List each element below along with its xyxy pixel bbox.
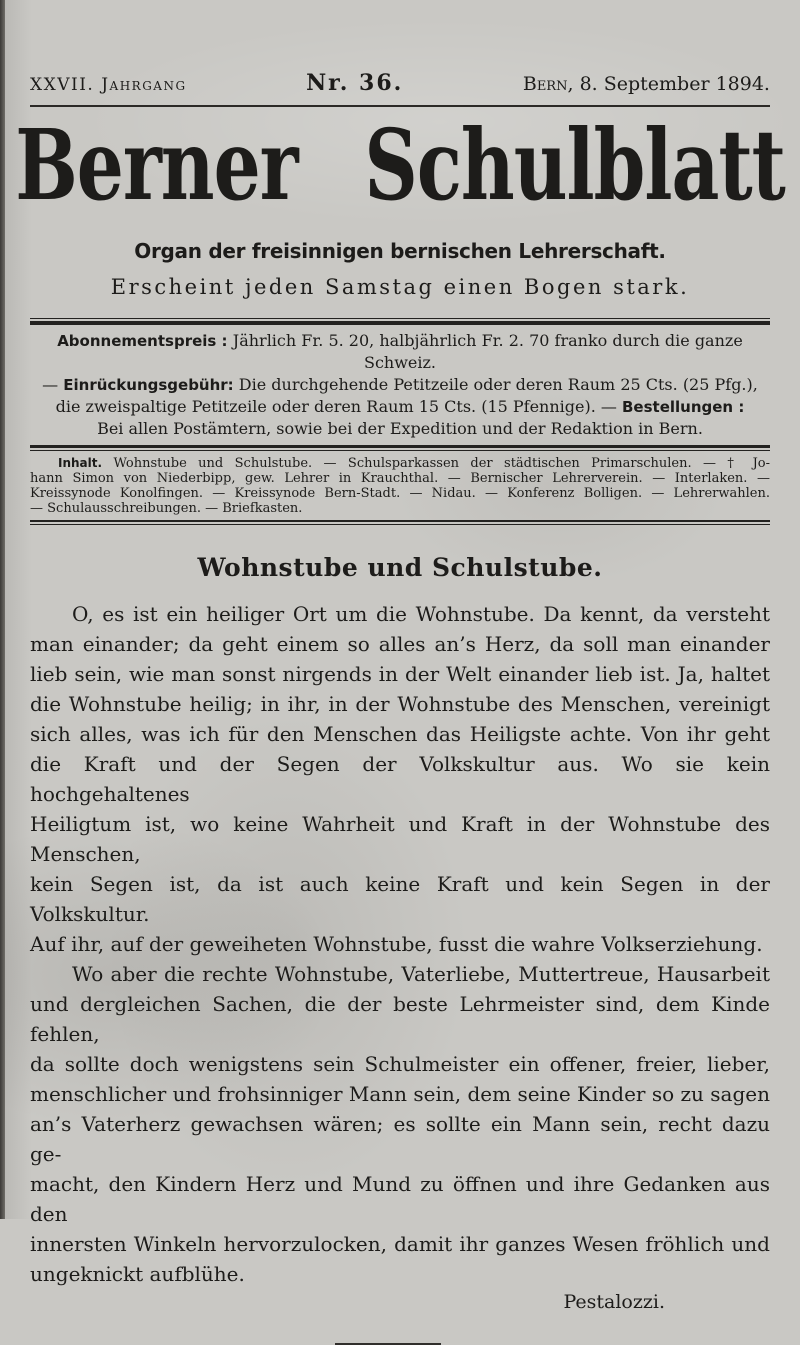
- text-line: [30, 374, 770, 396]
- newspaper-title: Berner Schulblatt: [15, 109, 785, 223]
- text-line: lieb sein, wie man sonst nirgends in der Welt einander lieb ist. Ja, haltet: [30, 662, 770, 686]
- text-line: [30, 396, 770, 418]
- text-line: [30, 418, 770, 440]
- scan-edge: [0, 0, 5, 1219]
- text-line: [30, 456, 770, 471]
- plain-text: Bei allen Postämtern, sowie bei der Expedition und der Redaktion in Bern.: [97, 419, 703, 438]
- issue-date-text: 8. September 1894.: [579, 73, 770, 95]
- emphasis-text: Abonnementspreis :: [57, 332, 233, 350]
- text-line: [30, 330, 770, 374]
- text-line: an’s Vaterherz gewachsen wären; es sollte ein Mann sein, recht dazu ge-: [30, 1112, 770, 1166]
- text-line: kein Segen ist, da ist auch keine Kraft und kein Segen in der Volkskultur.: [30, 872, 770, 926]
- emphasis-text: Einrückungsgebühr:: [63, 376, 234, 394]
- emphasis-text: Inhalt.: [58, 456, 103, 470]
- text-line: Heiligtum ist, wo keine Wahrheit und Kraft in der Wohnstube des Menschen,: [30, 812, 770, 866]
- issue-place: Bern,: [522, 73, 574, 95]
- text-line: [30, 471, 770, 486]
- plain-text: Kreissynode Konolfingen. — Kreissynode Bern-Stadt. — Nidau. — Konferenz Bolligen. — Lehrerwahlen.: [30, 486, 770, 501]
- article-signature: Pestalozzi.: [563, 1291, 665, 1313]
- emphasis-text: Bestellungen :: [622, 398, 745, 416]
- plain-text: hann Simon von Niederbipp, gew. Lehrer in Krauchthal. — Bernischer Lehrerverein. — Interlaken. —: [30, 471, 770, 486]
- text-line: sich alles, was ich für den Menschen das Heiligste achte. Von ihr geht: [30, 722, 770, 746]
- issue-header: [30, 70, 770, 96]
- plain-text: — Schulausschreibungen. — Briefkasten.: [30, 501, 303, 516]
- article-paragraph: [30, 599, 770, 959]
- text-line: da sollte doch wenigstens sein Schulmeister ein offener, freier, lieber,: [30, 1052, 770, 1076]
- article-title: Wohnstube und Schulstube.: [197, 553, 603, 582]
- plain-text: Wohnstube und Schulstube. — Schulsparkassen der städtischen Primarschulen. — † Jo-: [102, 456, 770, 471]
- text-line: und dergleichen Sachen, die der beste Lehrmeister sind, dem Kinde fehlen,: [30, 992, 770, 1046]
- text-line: die Kraft und der Segen der Volkskultur aus. Wo sie kein hochgehaltenes: [30, 752, 770, 806]
- toc-bottom-divider: [30, 520, 770, 525]
- newspaper-subtitle: Organ der freisinnigen bernischen Lehrerschaft.: [134, 239, 666, 263]
- article-body: [30, 599, 770, 1289]
- issue-number: Nr. 36.: [306, 70, 404, 96]
- imprint-bottom-divider: [30, 445, 770, 451]
- newspaper-page: [15, 0, 785, 1345]
- imprint-block: [30, 330, 770, 440]
- masthead: [15, 109, 785, 223]
- volume-label: XXVII. Jahrgang: [30, 75, 187, 95]
- publication-frequency: Erscheint jeden Samstag einen Bogen stark.: [110, 275, 690, 299]
- text-line: ungeknickt aufblühe.: [30, 1262, 245, 1286]
- text-line: man einander; da geht einem so alles an’s Herz, da soll man einander: [30, 632, 770, 656]
- text-line: O, es ist ein heiliger Ort um die Wohnstube. Da kennt, da versteht: [72, 602, 770, 626]
- text-line: menschlicher und frohsinniger Mann sein, dem seine Kinder so zu sagen: [30, 1082, 770, 1106]
- plain-text: Die durchgehende Petitzeile oder deren Raum 25 Cts. (25 Pfg.),: [233, 375, 758, 394]
- text-line: die Wohnstube heilig; in ihr, in der Wohnstube des Menschen, vereinigt: [30, 692, 770, 716]
- plain-text: —: [42, 375, 64, 394]
- text-line: macht, den Kindern Herz und Mund zu öffnen und ihre Gedanken aus den: [30, 1172, 770, 1226]
- issue-date: [523, 73, 770, 95]
- text-line: Wo aber die rechte Wohnstube, Vaterliebe, Muttertreue, Hausarbeit: [72, 962, 770, 986]
- text-line: [30, 501, 770, 516]
- text-line: [30, 486, 770, 501]
- plain-text: die zweispaltige Petitzeile oder deren Raum 15 Cts. (15 Pfennige). —: [55, 397, 622, 416]
- article-paragraph: [30, 959, 770, 1289]
- plain-text: Jährlich Fr. 5. 20, halbjährlich Fr. 2. 70 franko durch die ganze Schweiz.: [232, 331, 743, 372]
- imprint-top-divider: [30, 318, 770, 325]
- table-of-contents: [30, 456, 770, 516]
- text-line: Auf ihr, auf der geweiheten Wohnstube, fusst die wahre Volkserziehung.: [30, 932, 763, 956]
- header-divider: [30, 105, 770, 107]
- text-line: innersten Winkeln hervorzulocken, damit ihr ganzes Wesen fröhlich und: [30, 1232, 770, 1256]
